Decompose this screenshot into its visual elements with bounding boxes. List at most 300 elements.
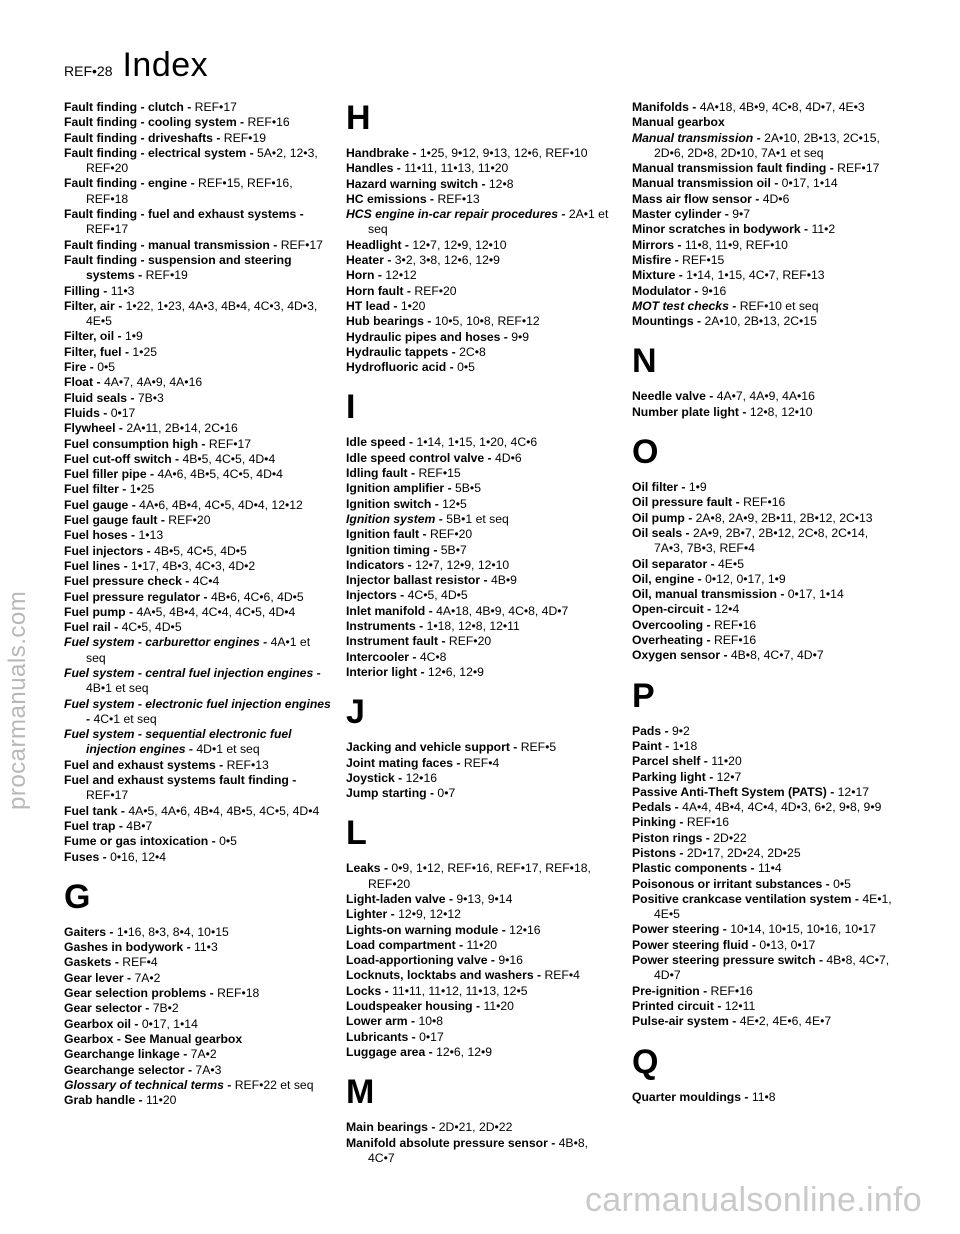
page-references: 4D•6 (495, 450, 522, 465)
index-entry (346, 619, 614, 634)
index-term: Handles - (346, 161, 405, 176)
index-term: Overheating - (632, 633, 714, 648)
index-entry (64, 697, 332, 728)
index-entry (632, 999, 900, 1014)
index-entry (632, 222, 900, 237)
index-term: Modulator - (632, 283, 702, 298)
index-term: Manual transmission oil - (632, 176, 782, 191)
index-entry (346, 968, 614, 983)
page-references: 0•17, 1•14 (141, 1016, 198, 1031)
index-entry (64, 971, 332, 986)
index-term: Float - (64, 375, 104, 390)
page-references: 11•20 (466, 937, 498, 952)
page-references: REF•4 (122, 955, 158, 970)
page-references: REF•17 (194, 100, 237, 114)
index-entry (64, 925, 332, 940)
index-entry (632, 1014, 900, 1029)
index-entry (64, 421, 332, 436)
page-references: 1•14, 1•15, 4C•7, REF•13 (686, 268, 825, 283)
index-term: Power steering - (632, 922, 731, 937)
page-references: REF•16 (710, 983, 753, 998)
index-term: Fault finding - cooling system - (64, 115, 248, 130)
index-entry (632, 131, 900, 162)
page-references: 1•22, 1•23, 4A•3, 4B•4, 4C•3, 4D•3, 4E•5 (86, 298, 318, 329)
index-term: MOT test checks - (632, 298, 740, 313)
index-entry (632, 831, 900, 846)
index-term: Oil pressure fault - (632, 495, 744, 510)
index-term: Power steering pressure switch - (632, 953, 827, 968)
page-references: 4E•2, 4E•6, 4E•7 (739, 1014, 832, 1029)
page-references: 1•18 (672, 738, 698, 753)
page-references: 12•6, 12•9 (427, 664, 484, 679)
index-entry (346, 146, 614, 161)
page-references: 12•4 (714, 602, 740, 617)
page-references: 0•16, 12•4 (110, 849, 167, 864)
index-entry (64, 437, 332, 452)
page-references: 4B•7 (126, 818, 153, 833)
index-term: Hydraulic tappets - (346, 344, 460, 359)
index-entry (64, 146, 332, 177)
page-references: REF•16 (713, 617, 757, 632)
index-term: Positive crankcase ventilation system - (632, 891, 863, 906)
page-references: REF•4 (463, 755, 500, 770)
index-term: Paint - (632, 738, 673, 753)
page-references: REF•20 (429, 527, 473, 542)
index-entry (64, 1047, 332, 1062)
index-entry (346, 527, 614, 542)
page-references: 9•16 (701, 283, 727, 298)
page-references: REF•15, REF•16, REF•18 (86, 176, 293, 206)
index-term: Main bearings - (346, 1120, 439, 1135)
index-term: Fault finding - suspension and steering systems - (64, 252, 292, 283)
index-entry (632, 892, 900, 923)
index-entry (64, 452, 332, 467)
index-entry (64, 513, 332, 528)
page-references: 12•7, 12•9, 12•10 (412, 237, 507, 252)
index-term: Handbrake - (346, 146, 420, 160)
index-entry (632, 846, 900, 861)
index-term: Plastic components - (632, 861, 758, 876)
page-references: 2A•9, 2B•7, 2B•12, 2C•8, 2C•14, 7A•3, 7B•3, REF•4 (654, 525, 869, 556)
index-entry (632, 602, 900, 617)
index-term: Number plate light - (632, 404, 750, 419)
page-references: 4B•5, 4C•5, 4D•5 (154, 543, 247, 558)
page-references: 10•14, 10•15, 10•16, 10•17 (730, 922, 877, 937)
index-term: Fuel and exhaust systems fault finding - (64, 773, 297, 788)
index-term: Fuel system - electronic fuel injection engines - (64, 696, 331, 726)
index-term: Fuel consumption high - (64, 436, 209, 451)
index-entry (64, 635, 332, 666)
page-references: 0•5 (457, 360, 475, 375)
index-term: Headlight - (346, 237, 413, 252)
index-term: Fuel gauge - (64, 497, 140, 512)
page-references: 12•8, 12•10 (749, 404, 813, 419)
index-entry (346, 1014, 614, 1029)
index-entry (632, 953, 900, 984)
index-entry (64, 406, 332, 421)
index-entry (346, 299, 614, 314)
index-term: Printed circuit - (632, 998, 725, 1013)
index-term: Gear lever - (64, 970, 135, 985)
index-entry (346, 953, 614, 968)
index-term: Inlet manifold - (346, 603, 437, 618)
page-references: 4E•5 (718, 556, 744, 571)
index-term: Poisonous or irritant substances - (632, 876, 834, 891)
index-term: Fuel lines - (64, 558, 132, 573)
index-entry (64, 955, 332, 970)
page-references: 2A•10, 2B•13, 2C•15, 2D•6, 2D•8, 2D•10, 7A•1 et seq (654, 130, 880, 160)
index-entry (632, 754, 900, 769)
page-references: 5A•2, 12•3, REF•20 (86, 145, 318, 176)
page-references: 4A•1 et seq (86, 635, 311, 665)
index-term: Fume or gas intoxication - (64, 834, 220, 849)
page-references: 11•8, 11•9, REF•10 (684, 237, 788, 252)
index-entry (64, 727, 332, 758)
index-term: Interior light - (346, 664, 428, 679)
index-term: Fault finding - electrical system - (64, 145, 258, 160)
index-term: Joystick - (346, 770, 406, 785)
page-references: 5B•5 (455, 481, 481, 496)
index-entry (632, 253, 900, 268)
page-references: 12•17 (837, 784, 870, 799)
index-term: Mass air flow sensor - (632, 191, 763, 206)
index-term: Fuel system - central fuel injection engines - (64, 665, 321, 680)
index-term: Fluid seals - (64, 390, 138, 405)
index-term: Hub bearings - (346, 314, 435, 329)
index-term: Quarter mouldings - (632, 1089, 752, 1104)
index-term: Mirrors - (632, 237, 685, 252)
page-references: 0•7 (437, 786, 456, 801)
page-references: 12•11 (724, 998, 756, 1013)
index-entry (346, 512, 614, 527)
index-entry (632, 739, 900, 754)
page-references: 4A•18, 4B•9, 4C•8, 4D•7 (436, 603, 569, 618)
index-entry (346, 284, 614, 299)
index-entry (632, 526, 900, 557)
index-entry (346, 345, 614, 360)
index-entry (632, 815, 900, 830)
page-references: REF•4 (544, 968, 580, 983)
index-term: Flywheel - (64, 421, 127, 436)
page-references: 9•7 (732, 207, 751, 222)
index-entry (64, 207, 332, 238)
page-references: 4C•8 (419, 649, 447, 664)
page-title: Index (122, 46, 209, 84)
index-entry (346, 268, 614, 283)
page-references: 9•13, 9•14 (456, 891, 513, 906)
section-letter: P (632, 676, 655, 715)
index-entry (346, 1136, 614, 1167)
page-references: 11•11, 11•12, 11•13, 12•5 (392, 983, 528, 998)
index-entry (346, 360, 614, 375)
section-letter: O (632, 433, 659, 472)
index-term: Jump starting - (346, 786, 438, 801)
page-references: 0•12, 0•17, 1•9 (705, 571, 786, 586)
index-term: Lower arm - (346, 1014, 419, 1029)
index-term: Ignition system - (346, 511, 447, 526)
index-term: Injectors - (346, 588, 408, 603)
index-term: Idle speed control valve - (346, 450, 496, 465)
index-term: Fuel injectors - (64, 543, 155, 558)
page-references: 12•8 (488, 176, 514, 191)
index-entry (632, 511, 900, 526)
index-entry (346, 650, 614, 665)
page-references: 5B•1 et seq (446, 511, 509, 526)
section-letter: H (346, 99, 371, 137)
index-entry (64, 299, 332, 330)
page-references: 2A•1 et seq (368, 207, 609, 237)
index-term: Pre-ignition - (632, 983, 711, 998)
index-term: Fuel cut-off switch - (64, 451, 183, 466)
page-references: REF•20 (168, 513, 211, 528)
page-references: 4A•5, 4B•4, 4C•4, 4C•5, 4D•4 (136, 604, 296, 619)
index-term: HT lead - (346, 298, 401, 313)
index-term: Manual transmission fault finding - (632, 161, 838, 176)
index-entry (632, 785, 900, 800)
index-term: Gaskets - (64, 955, 123, 970)
page-references: 4A•6, 4B•5, 4C•5, 4D•4 (157, 467, 283, 482)
index-term: Pinking - (632, 815, 687, 830)
index-entry (346, 435, 614, 450)
page-references: 12•16 (509, 922, 541, 937)
section-letter: G (64, 877, 91, 916)
index-entry (64, 620, 332, 635)
index-entry (632, 922, 900, 937)
page-references: 12•5 (442, 496, 467, 511)
index-entry (64, 834, 332, 849)
index-entry (346, 786, 614, 801)
index-term: Gear selection problems - (64, 986, 218, 1001)
page-references: REF•20 (414, 283, 457, 298)
page-references: 2C•8 (459, 344, 486, 359)
index-entry (346, 907, 614, 922)
page-references: 2A•8, 2A•9, 2B•11, 2B•12, 2C•13 (695, 510, 873, 525)
index-term: Fuel tank - (64, 803, 129, 818)
index-term: Filter, fuel - (64, 344, 133, 359)
index-entry (632, 299, 900, 314)
index-entry (346, 481, 614, 496)
index-term: Fuel gauge fault - (64, 513, 169, 528)
section-letter: Q (632, 1042, 659, 1081)
index-entry (64, 1032, 332, 1047)
page-references: REF•19 (223, 130, 266, 145)
index-term: Ignition fault - (346, 527, 430, 542)
page-references: 0•5 (833, 876, 851, 891)
index-term: Fuel hoses - (64, 528, 139, 543)
index-term: Fault finding - fuel and exhaust systems - (64, 207, 304, 222)
index-term: Fuel system - sequential electronic fuel injection engines - (64, 727, 292, 757)
page-references: 4A•18, 4B•9, 4C•8, 4D•7, 4E•3 (699, 100, 865, 114)
index-term: Power steering fluid - (632, 937, 760, 952)
index-term: Load-apportioning valve - (346, 953, 499, 968)
index-entry (346, 604, 614, 619)
page-references: 4A•7, 4A•9, 4A•16 (103, 375, 203, 390)
index-entry (632, 115, 900, 130)
index-term: Open-circuit - (632, 602, 715, 617)
index-term: Filter, air - (64, 298, 126, 313)
page-references: REF•13 (437, 191, 480, 206)
page-references: REF•5 (520, 740, 557, 755)
page-references: 4D•6 (762, 191, 790, 206)
index-term: Pistons - (632, 845, 687, 860)
index-term: Oil filter - (632, 480, 689, 495)
page-references: REF•10 et seq (739, 298, 819, 313)
watermark-bottom: carmanualsonline.info (584, 1181, 922, 1219)
index-term: Ignition timing - (346, 542, 441, 557)
index-term: Fault finding - clutch - (64, 100, 195, 114)
index-entry (64, 986, 332, 1001)
index-entry (64, 528, 332, 543)
index-term: Fuel rail - (64, 620, 122, 635)
page-references: 11•20 (711, 754, 742, 769)
index-entry (64, 559, 332, 574)
index-term: Fuses - (64, 849, 111, 864)
page-references: REF•20 (448, 634, 492, 649)
index-entry (632, 800, 900, 815)
page-references: REF•16 (686, 815, 730, 830)
index-entry (632, 938, 900, 953)
index-term: Misfire - (632, 252, 683, 267)
index-entry (632, 284, 900, 299)
index-term: Gearchange selector - (64, 1062, 196, 1077)
page-references: REF•22 et seq (234, 1077, 314, 1092)
section-letter: M (346, 1073, 375, 1112)
index-entry (632, 176, 900, 191)
index-term: Load compartment - (346, 937, 467, 952)
index-entry (64, 391, 332, 406)
page-references: 11•20 (483, 999, 514, 1014)
index-term: Fuel filler pipe - (64, 467, 158, 482)
index-entry (64, 329, 332, 344)
index-column-1 (64, 100, 332, 1108)
index-term: Horn fault - (346, 283, 415, 298)
index-entry (346, 238, 614, 253)
index-term: Pads - (632, 723, 672, 738)
index-term: Hydrofluoric acid - (346, 360, 458, 375)
index-term: Glossary of technical terms - (64, 1077, 235, 1092)
page-references: 12•16 (405, 770, 438, 785)
page-references: 4B•8, 4C•7, 4D•7 (730, 648, 824, 663)
page-references: 7A•3 (195, 1062, 222, 1077)
index-entry (632, 238, 900, 253)
index-term: Fault finding - engine - (64, 176, 199, 191)
index-entry (346, 207, 614, 238)
index-term: Manifold absolute pressure sensor - (346, 1135, 559, 1150)
index-term: Heater - (346, 253, 395, 268)
index-entry (64, 115, 332, 130)
page-references: 12•6, 12•9 (436, 1044, 493, 1059)
page-references: 7A•2 (190, 1047, 217, 1062)
index-term: Instruments - (346, 619, 427, 634)
page-references: 0•9, 1•12, REF•16, REF•17, REF•18, REF•20 (368, 861, 591, 891)
page-references: 7B•2 (152, 1001, 179, 1016)
page-references: 4C•1 et seq (93, 711, 157, 726)
index-entry (64, 590, 332, 605)
index-term: Gearbox oil - (64, 1016, 142, 1031)
index-entry (632, 192, 900, 207)
page-header (64, 46, 208, 85)
page-references: 0•5 (219, 834, 237, 849)
page-references: 12•12 (385, 268, 417, 283)
index-entry (64, 176, 332, 207)
index-entry (346, 192, 614, 207)
index-term: Intercooler - (346, 649, 420, 664)
index-entry (64, 1078, 332, 1093)
index-column-2 (346, 100, 614, 1166)
index-term: Pulse-air system - (632, 1014, 740, 1029)
index-term: Fuel trap - (64, 818, 127, 833)
index-entry (346, 984, 614, 999)
page-references: 1•16, 8•3, 8•4, 10•15 (116, 924, 229, 939)
index-entry (64, 804, 332, 819)
index-entry (632, 389, 900, 404)
index-entry (64, 850, 332, 865)
index-entry (632, 161, 900, 176)
page-references: 4A•6, 4B•4, 4C•5, 4D•4, 12•12 (139, 497, 303, 512)
page-references: 4C•4 (192, 574, 220, 589)
index-entry (346, 1045, 614, 1060)
index-entry (346, 314, 614, 329)
index-entry (632, 495, 900, 510)
index-term: Fuel pressure regulator - (64, 589, 211, 604)
index-term: Master cylinder - (632, 207, 733, 222)
index-term: Piston rings - (632, 830, 714, 845)
index-term: Fuel pump - (64, 604, 137, 619)
index-entry (346, 253, 614, 268)
index-term: Mountings - (632, 314, 705, 329)
page-references: 4B•8, 4C•7, 4D•7 (654, 953, 890, 983)
index-entry (64, 1063, 332, 1078)
page-references: REF•18 (217, 986, 260, 1001)
index-term: Gear selector - (64, 1001, 153, 1016)
index-entry (346, 665, 614, 680)
index-entry (346, 892, 614, 907)
page-references: REF•19 (145, 268, 188, 283)
page-references: REF•17 (86, 788, 129, 803)
index-entry (632, 1090, 900, 1105)
index-entry (64, 758, 332, 773)
page-references: 1•18, 12•8, 12•11 (426, 619, 520, 634)
index-term: Fluids - (64, 405, 111, 420)
page-references: REF•17 (837, 161, 880, 176)
index-entry (346, 558, 614, 573)
page-references: 11•8 (751, 1089, 776, 1104)
index-term: Oil, engine - (632, 571, 706, 586)
index-entry (346, 161, 614, 176)
index-term: Instrument fault - (346, 634, 449, 649)
page-references: 4B•9 (490, 573, 517, 588)
index-term: Hydraulic pipes and hoses - (346, 329, 512, 344)
index-term: Locknuts, locktabs and washers - (346, 968, 545, 983)
section-letter: J (346, 693, 365, 732)
index-entry (632, 557, 900, 572)
index-term: Parking light - (632, 769, 717, 784)
index-term: Ignition amplifier - (346, 481, 456, 496)
index-entry (346, 177, 614, 192)
page-references: 11•3 (194, 940, 218, 955)
index-entry (346, 938, 614, 953)
index-entry (632, 984, 900, 999)
index-entry (346, 999, 614, 1014)
index-term: Fuel and exhaust systems - (64, 757, 227, 772)
index-entry (632, 587, 900, 602)
page-references: 4A•4, 4B•4, 4C•4, 4D•3, 6•2, 9•8, 9•9 (682, 800, 882, 815)
index-entry (64, 574, 332, 589)
index-entry (632, 770, 900, 785)
page-references: 4B•5, 4C•5, 4D•4 (182, 451, 276, 466)
page-references: 1•17, 4B•3, 4C•3, 4D•2 (131, 558, 256, 573)
index-entry (632, 618, 900, 633)
